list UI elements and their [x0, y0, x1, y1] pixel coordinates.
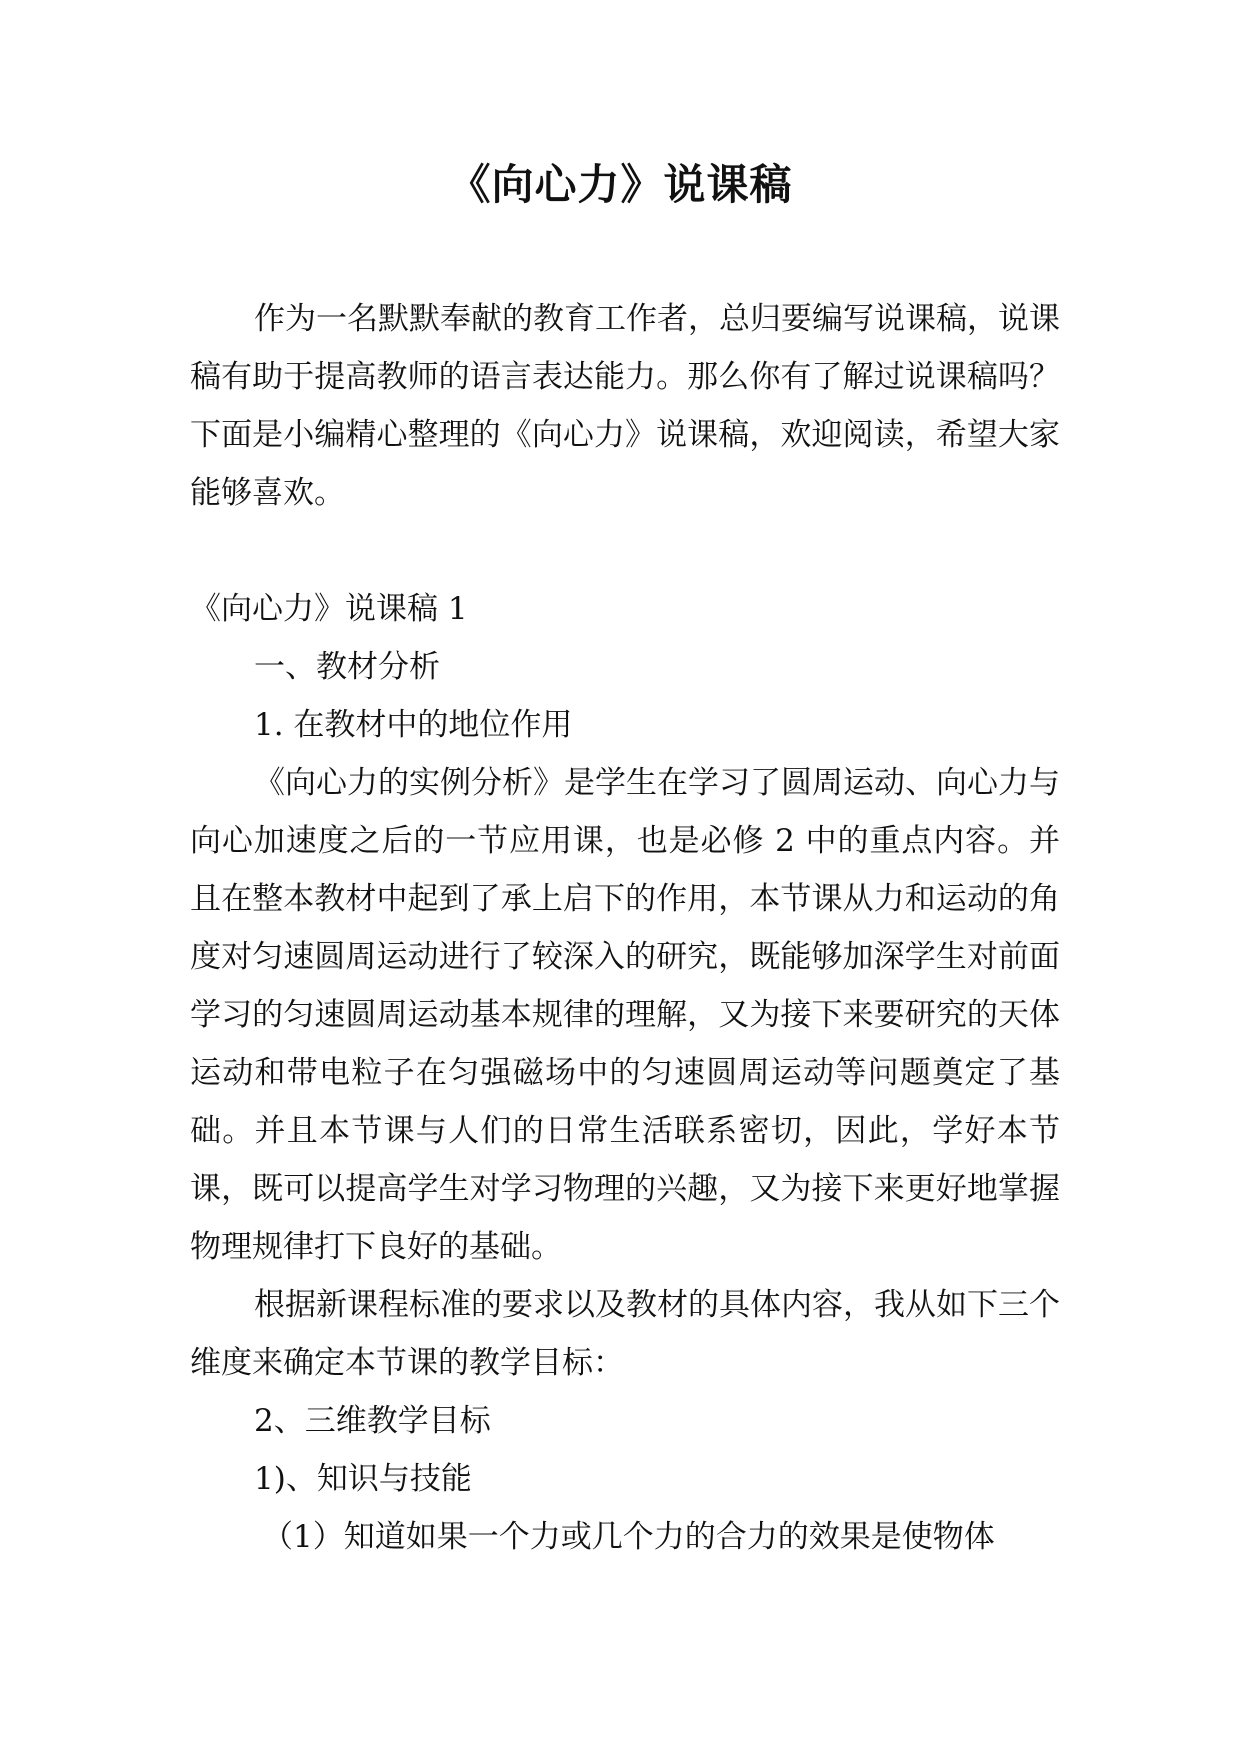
document-body — [190, 290, 1060, 1566]
section-heading: 《向心力》说课稿 1 — [190, 591, 468, 627]
document-title: 《向心力》说课稿 — [448, 160, 793, 209]
part-heading: 一、教材分析 — [254, 649, 440, 685]
sub-heading-objectives: 2、三维教学目标 — [254, 1403, 491, 1439]
intro-paragraph: 作为一名默默奉献的教育工作者，总归要编写说课稿，说课稿有助于提高教师的语言表达能力。那么你有了解过说课稿吗？下面是小编精心整理的《向心力》说课稿，欢迎阅读，希望大家能够喜欢。 — [190, 301, 1060, 511]
objectives-intro-paragraph: 根据新课程标准的要求以及教材的具体内容，我从如下三个维度来确定本节课的教学目标： — [190, 1287, 1060, 1381]
sub-heading-knowledge: 1)、知识与技能 — [254, 1461, 472, 1497]
sub-heading-position: 1. 在教材中的地位作用 — [254, 707, 573, 743]
list-item: （1）知道如果一个力或几个力的合力的效果是使物体 — [262, 1519, 995, 1555]
analysis-paragraph: 《向心力的实例分析》是学生在学习了圆周运动、向心力与向心加速度之后的一节应用课，也是必修 2 中的重点内容。并且在整本教材中起到了承上启下的作用，本节课从力和运动的角度对匀速圆周运动进行了较深入的研究，既能够加深学生对前面学习的匀速圆周运动基本规律的理解，又为接下来要研究的天体运动和带电粒子在匀强磁场中的匀速圆周运动等问题奠定了基础。并且本节课与人们的日常生活联系密切，因此，学好本节课，既可以提高学生对学习物理的兴趣，又为接下来更好地掌握物理规律打下良好的基础。 — [190, 765, 1060, 1265]
